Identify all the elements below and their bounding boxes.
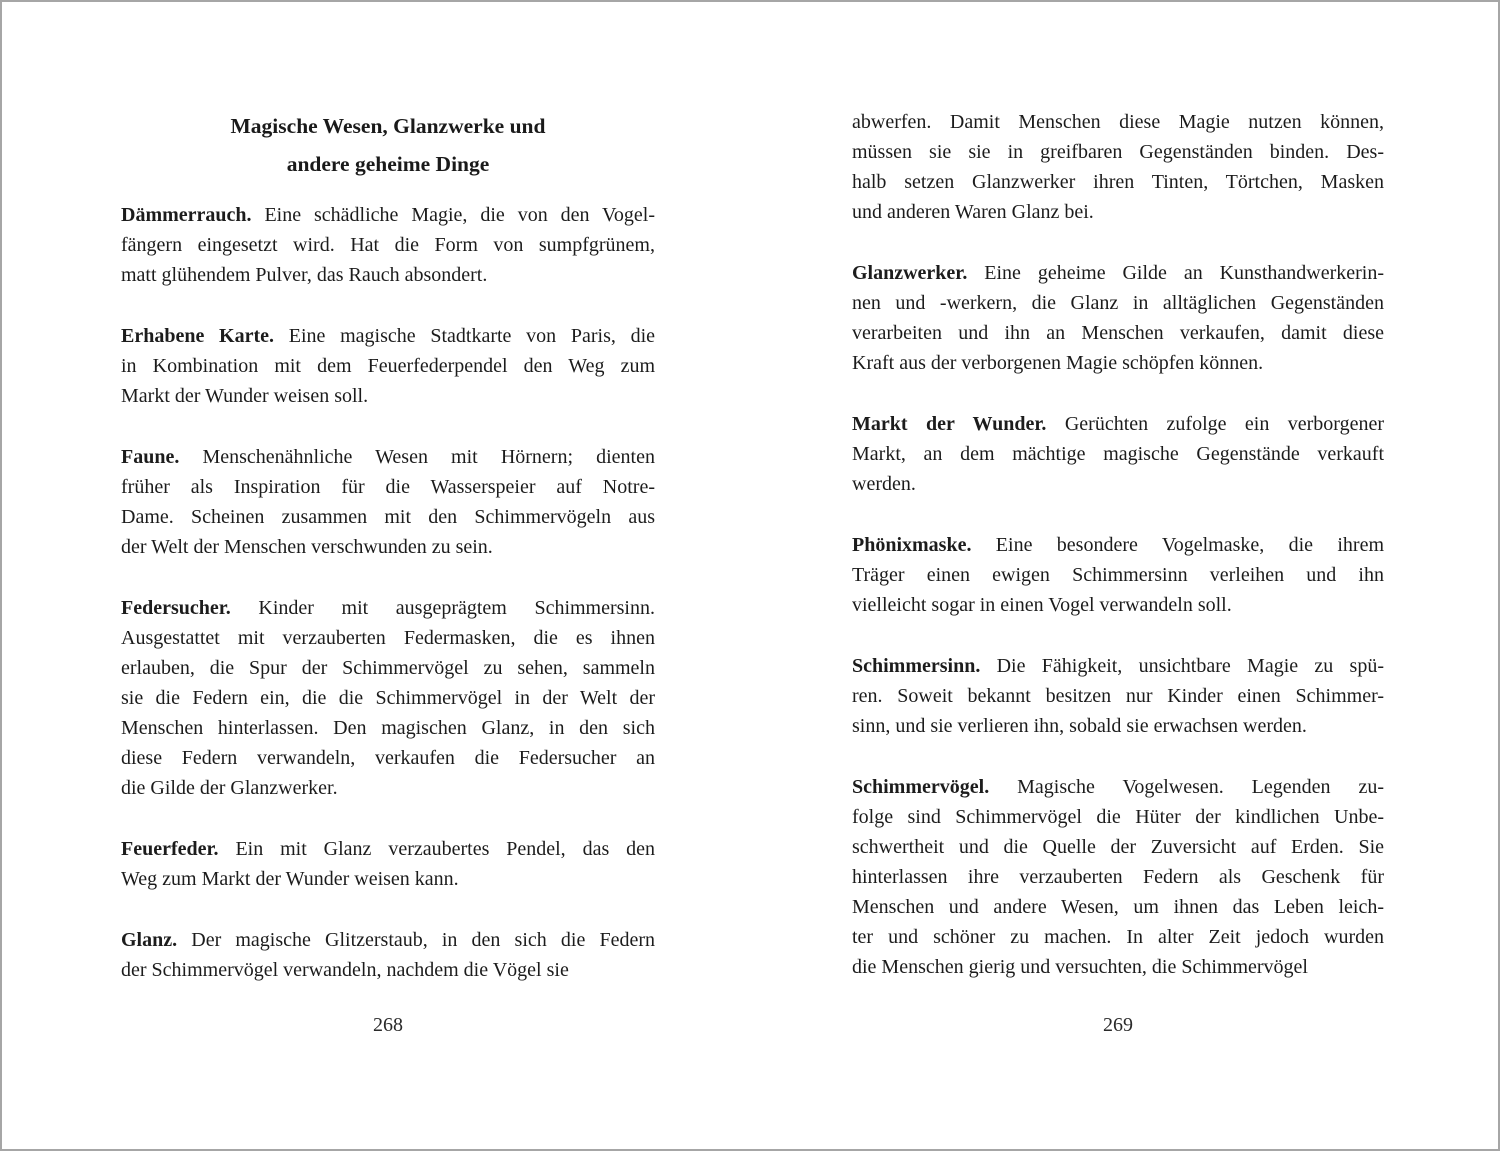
left-page <box>121 107 655 985</box>
left-page-entries <box>121 200 655 985</box>
entry-term: Dämmerrauch. <box>121 204 252 226</box>
text-line: Ausgestattet mit verzauberten Federmasken, die es ihnen <box>121 627 655 649</box>
text-line: sie die Federn ein, die die Schimmervögel in der Welt der <box>121 687 655 709</box>
text-line: und anderen Waren Glanz bei. <box>852 201 1094 223</box>
text-line: Phönixmaske. Eine besondere Vogelmaske, die ihrem <box>852 534 1384 556</box>
text-line: verarbeiten und ihn an Menschen verkaufen, damit diese <box>852 322 1384 344</box>
glossary-entry <box>121 925 655 985</box>
text-line: sinn, und sie verlieren ihn, sobald sie erwachsen werden. <box>852 715 1307 737</box>
glossary-entry <box>852 409 1384 499</box>
text-line: Menschen und andere Wesen, um ihnen das Leben leich- <box>852 896 1384 918</box>
text-line: die Gilde der Glanzwerker. <box>121 777 338 799</box>
text-line: Feuerfeder. Ein mit Glanz verzaubertes Pendel, das den <box>121 838 655 860</box>
text-line: Menschen hinterlassen. Den magischen Glanz, in den sich <box>121 717 655 739</box>
text-line: abwerfen. Damit Menschen diese Magie nutzen können, <box>852 111 1384 133</box>
chapter-heading-line-2: andere geheime Dinge <box>286 152 490 176</box>
text-line: halb setzen Glanzwerker ihren Tinten, Törtchen, Masken <box>852 171 1384 193</box>
glossary-entry <box>852 651 1384 741</box>
entry-term: Erhabene Karte. <box>121 325 275 347</box>
text-line: ter und schöner zu machen. In alter Zeit jedoch wurden <box>852 926 1384 948</box>
text-line: diese Federn verwandeln, verkaufen die Federsucher an <box>121 747 655 769</box>
text-line: Schimmersinn. Die Fähigkeit, unsichtbare Magie zu spü- <box>852 655 1384 677</box>
glossary-entry <box>852 530 1384 620</box>
text-line: Glanz. Der magische Glitzerstaub, in den sich die Federn <box>121 929 655 951</box>
chapter-heading-line-1: Magische Wesen, Glanzwerke und <box>230 114 546 138</box>
text-line: Markt, an dem mächtige magische Gegenstände verkauft <box>852 443 1384 465</box>
entry-term: Federsucher. <box>121 597 231 619</box>
glossary-entry <box>852 107 1384 227</box>
text-line: Faune. Menschenähnliche Wesen mit Hörnern; dienten <box>121 446 655 468</box>
text-line: müssen sie sie in greifbaren Gegenständen binden. Des- <box>852 141 1384 163</box>
entry-term: Schimmervögel. <box>852 776 990 798</box>
glossary-entry <box>121 321 655 411</box>
text-line: erlauben, die Spur der Schimmervögel zu sehen, sammeln <box>121 657 655 679</box>
glossary-entry <box>852 772 1384 982</box>
entry-term: Feuerfeder. <box>121 838 219 860</box>
text-line: die Menschen gierig und versuchten, die Schimmervögel <box>852 956 1308 978</box>
text-line: Weg zum Markt der Wunder weisen kann. <box>121 868 459 890</box>
glossary-entry <box>121 834 655 894</box>
text-line: Kraft aus der verborgenen Magie schöpfen können. <box>852 352 1264 374</box>
text-line: Markt der Wunder. Gerüchten zufolge ein verborgener <box>852 413 1384 435</box>
text-line: fängern eingesetzt wird. Hat die Form von sumpfgrünem, <box>121 234 655 256</box>
text-line: in Kombination mit dem Feuerfederpendel den Weg zum <box>121 355 655 377</box>
entry-term: Faune. <box>121 446 180 468</box>
chapter-heading <box>121 107 655 183</box>
page-number-right: 269 <box>1103 1014 1133 1036</box>
entry-term: Markt der Wunder. <box>852 413 1047 435</box>
text-line: der Schimmervögel verwandeln, nachdem die Vögel sie <box>121 959 569 981</box>
text-line: vielleicht sogar in einen Vogel verwandeln soll. <box>852 594 1232 616</box>
text-line: Federsucher. Kinder mit ausgeprägtem Schimmersinn. <box>121 597 655 619</box>
right-page <box>852 107 1384 982</box>
glossary-entry <box>121 442 655 562</box>
text-line: nen und -werkern, die Glanz in alltäglichen Gegenständen <box>852 292 1384 314</box>
text-line: Dämmerrauch. Eine schädliche Magie, die von den Vogel- <box>121 204 655 226</box>
glossary-entry <box>852 258 1384 378</box>
text-line: hinterlassen ihre verzauberten Federn als Geschenk für <box>852 866 1384 888</box>
text-line: Dame. Scheinen zusammen mit den Schimmervögeln aus <box>121 506 655 528</box>
glossary-entry <box>121 593 655 803</box>
text-line: ren. Soweit bekannt besitzen nur Kinder einen Schimmer- <box>852 685 1384 707</box>
entry-term: Schimmersinn. <box>852 655 981 677</box>
entry-term: Phönixmaske. <box>852 534 972 556</box>
text-line: Markt der Wunder weisen soll. <box>121 385 369 407</box>
text-line: matt glühendem Pulver, das Rauch absondert. <box>121 264 488 286</box>
text-line: Glanzwerker. Eine geheime Gilde an Kunsthandwerkerin- <box>852 262 1384 284</box>
text-line: Schimmervögel. Magische Vogelwesen. Legenden zu- <box>852 776 1384 798</box>
text-line: schwertheit und die Quelle der Zuversicht auf Erden. Sie <box>852 836 1384 858</box>
text-line: früher als Inspiration für die Wasserspeier auf Notre- <box>121 476 655 498</box>
right-page-entries <box>852 107 1384 982</box>
text-line: der Welt der Menschen verschwunden zu sein. <box>121 536 493 558</box>
text-line: Erhabene Karte. Eine magische Stadtkarte von Paris, die <box>121 325 655 347</box>
page-number-left: 268 <box>373 1014 403 1036</box>
text-line: werden. <box>852 473 916 495</box>
entry-term: Glanzwerker. <box>852 262 968 284</box>
glossary-entry <box>121 200 655 290</box>
text-line: Träger einen ewigen Schimmersinn verleihen und ihn <box>852 564 1384 586</box>
entry-term: Glanz. <box>121 929 178 951</box>
text-line: folge sind Schimmervögel die Hüter der kindlichen Unbe- <box>852 806 1384 828</box>
